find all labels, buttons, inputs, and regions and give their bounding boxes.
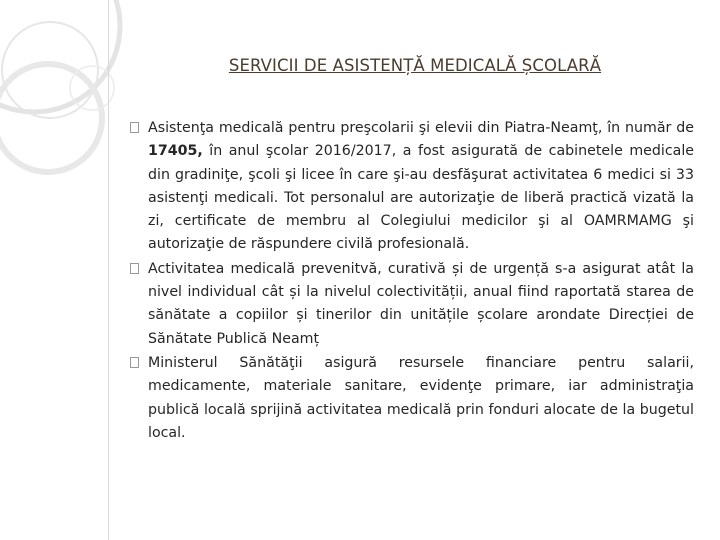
empty-square-icon — [130, 122, 139, 133]
empty-square-icon — [130, 357, 139, 368]
deco-circle-large — [0, 0, 120, 112]
slide-title: SERVICII DE ASISTENȚĂ MEDICALĂ ȘCOLARĂ — [228, 56, 602, 75]
bullet-text-3: Ministerul Sănătăţii asigură resursele financiare pentru salarii, medicamente, materiale sanitare, evidenţe primare, iar administraţia publică locală sprijină activitatea medicală prin fonduri alocate de la bugetul local. — [148, 354, 694, 441]
deco-circle-medium — [2, 22, 98, 118]
bullet-item-1 — [130, 117, 694, 257]
bullet-1-bold-number: 17405, — [148, 143, 203, 160]
bullet-list — [130, 117, 694, 446]
bullet-item-2 — [130, 258, 694, 351]
bullet-item-3 — [130, 352, 694, 445]
bullet-text-1 — [148, 117, 694, 257]
bullet-1-text-start: Asistenţa medicală pentru preşcolarii şi elevii din Piatra-Neamţ, în număr de — [148, 120, 694, 136]
left-divider-line — [108, 0, 109, 540]
empty-square-icon — [130, 263, 139, 274]
bullet-text-2: Activitatea medicală prevenitvă, curativă și de urgență s-a asigurat atât la nivel individual cât și la nivelul colectivității, anual fiind raportată starea de sănătate a copiilor și tinerilor din unitățile școlare arondate Direcției de Sănătate Publică Neamț — [148, 260, 694, 347]
bullet-1-text-end: în anul şcolar 2016/2017, a fost asigurată de cabinetele medicale din gradiniţe, şcoli şi licee în care şi-au desfăşurat activitatea 6 medici si 33 asistenţi medicali. Tot personalul are autorizaţie de liberă practică vizată la zi, certificate de membru al Colegiului medicilor şi al OAMRMAMG şi autorizaţie de răspundere civilă profesională. — [148, 143, 694, 253]
